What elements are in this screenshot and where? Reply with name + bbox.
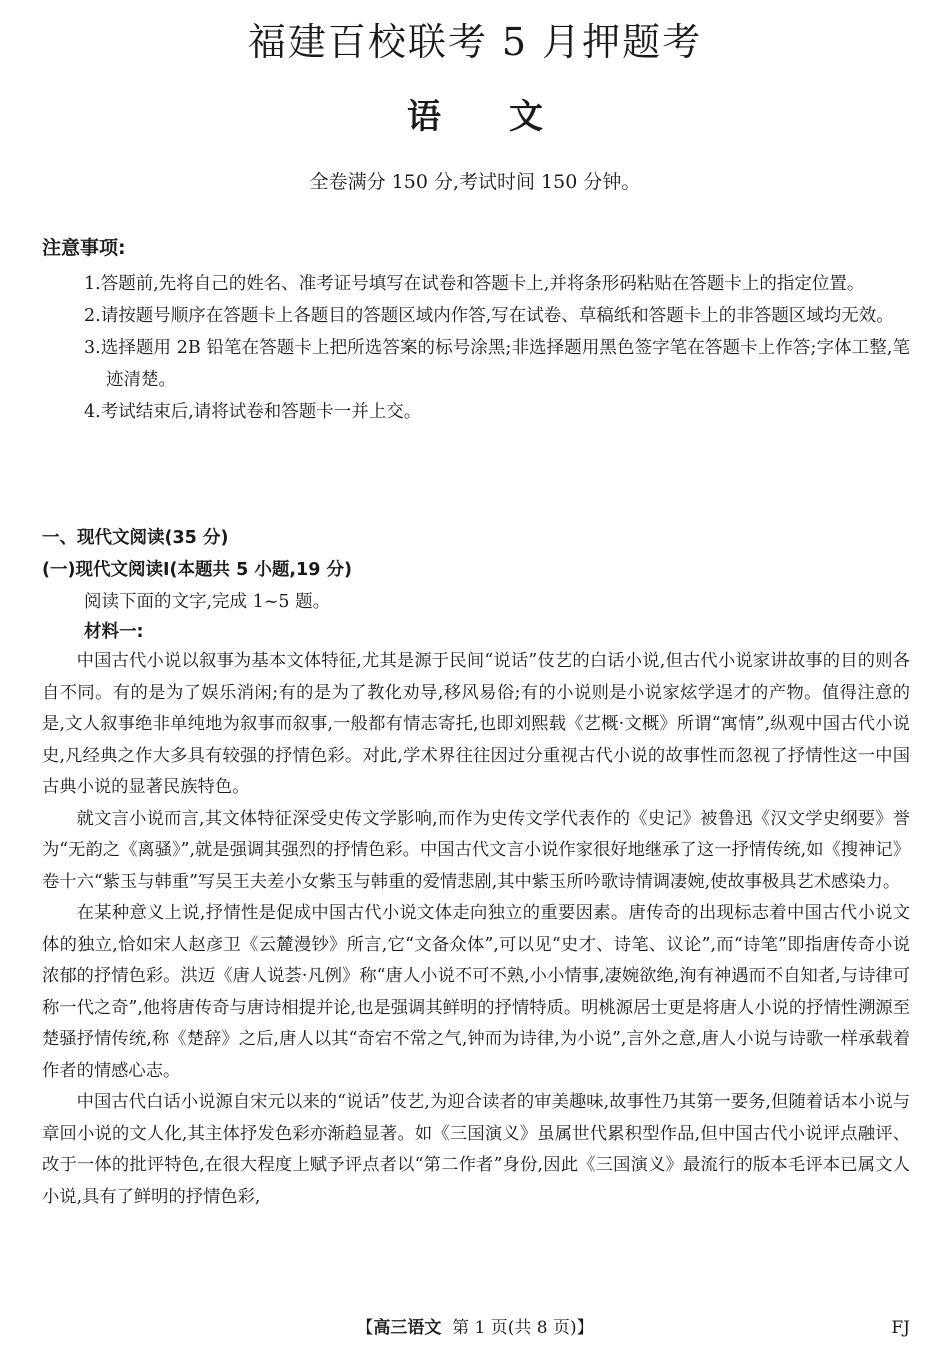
notice-list xyxy=(84,268,910,428)
passage-paragraph: 就文言小说而言,其文体特征深受史传文学影响,而作为史传文学代表作的《史记》被鲁迅《汉文学史纲要》誉为“无韵之《离骚》”,就是强调其强烈的抒情色彩。中国古代文言小说作家很好地继承了这一抒情传统,如《搜神记》卷十六“紫玉与韩重”写吴王夫差小女紫玉与韩重的爱情悲剧,其中紫玉所吟歌诗情调凄婉,使故事极具艺术感染力。 xyxy=(42,808,910,892)
footer-region-code: FJ xyxy=(891,1318,910,1338)
subject-title xyxy=(0,94,950,140)
footer-bracket-close: 】 xyxy=(576,1318,594,1338)
exam-title: 福建百校联考 5 月押题考 xyxy=(247,20,703,64)
notice-item: 3.选择题用 2B 铅笔在答题卡上把所选答案的标号涂黑;非选择题用黑色签字笔在答题卡上作答;字体工整,笔迹清楚。 xyxy=(84,338,910,390)
exam-info: 全卷满分 150 分,考试时间 150 分钟。 xyxy=(309,171,641,193)
subject-char-2: 文 xyxy=(509,97,543,137)
material-label: 材料一: xyxy=(84,622,144,642)
passage-paragraph: 在某种意义上说,抒情性是促成中国古代小说文体走向独立的重要因素。唐传奇的出现标志着中国古代小说文体的独立,恰如宋人赵彦卫《云麓漫钞》所言,它“文备众体”,可以见“史才、诗笔、议论”,而“诗笔”即指唐传奇小说浓郁的抒情色彩。洪迈《唐人说荟·凡例》称“唐人小说不可不熟,小小情事,凄婉欲绝,洵有神遇而不自知者,与诗律可称一代之奇”,他将唐传奇与唐诗相提并论,也是强调其鲜明的抒情特质。明桃源居士更是将唐人小说的抒情性溯源至楚骚抒情传统,称《楚辞》之后,唐人以其“奇宕不常之气,钟而为诗律,为小说”,言外之意,唐人小说与诗歌一样承载着作者的情感心志。 xyxy=(42,903,910,1081)
notice-item: 1.答题前,先将自己的姓名、准考证号填写在试卷和答题卡上,并将条形码粘贴在答题卡上的指定位置。 xyxy=(84,274,865,294)
notice-item: 4.考试结束后,请将试卷和答题卡一并上交。 xyxy=(84,402,422,422)
footer-bracket-open: 【 xyxy=(356,1318,374,1338)
sub-section-title: (一)现代文阅读Ⅰ(本题共 5 小题,19 分) xyxy=(42,560,352,580)
passage-paragraph: 中国古代白话小说源自宋元以来的“说话”伎艺,为迎合读者的审美趣味,故事性乃其第一要务,但随着话本小说与章回小说的文人化,其主体抒发色彩亦渐趋显著。如《三国演义》虽属世代累积型作品,但中国古代小说评点融评、改于一体的批评特色,在很大程度上赋予评点者以“第二作者”身份,因此《三国演义》最流行的版本毛评本已属文人小说,具有了鲜明的抒情色彩, xyxy=(42,1092,910,1207)
footer-page-number: 第 1 页(共 8 页) xyxy=(452,1318,577,1338)
part-title: 一、现代文阅读(35 分) xyxy=(42,528,229,548)
footer-subject: 高三语文 xyxy=(373,1318,442,1338)
page-footer xyxy=(0,1315,950,1341)
subject-char-1: 语 xyxy=(407,97,441,137)
notice-heading: 注意事项: xyxy=(42,237,126,259)
passage-paragraph: 中国古代小说以叙事为基本文体特征,尤其是源于民间“说话”伎艺的白话小说,但古代小说家讲故事的目的则各自不同。有的是为了娱乐消闲;有的是为了教化劝导,移风易俗;有的小说则是小说家炫学逞才的产物。值得注意的是,文人叙事绝非单纯地为叙事而叙事,一般都有情志寄托,也即刘熙载《艺概·文概》所谓“寓情”,纵观中国古代小说史,凡经典之作大多具有较强的抒情色彩。对此,学术界往往因过分重视古代小说的故事性而忽视了抒情性这一中国古典小说的显著民族特色。 xyxy=(42,651,910,797)
reading-passage xyxy=(42,646,910,1213)
notice-item: 2.请按题号顺序在答题卡上各题目的答题区域内作答,写在试卷、草稿纸和答题卡上的非答题区域均无效。 xyxy=(84,306,894,326)
instruction-text: 阅读下面的文字,完成 1~5 题。 xyxy=(84,592,331,612)
